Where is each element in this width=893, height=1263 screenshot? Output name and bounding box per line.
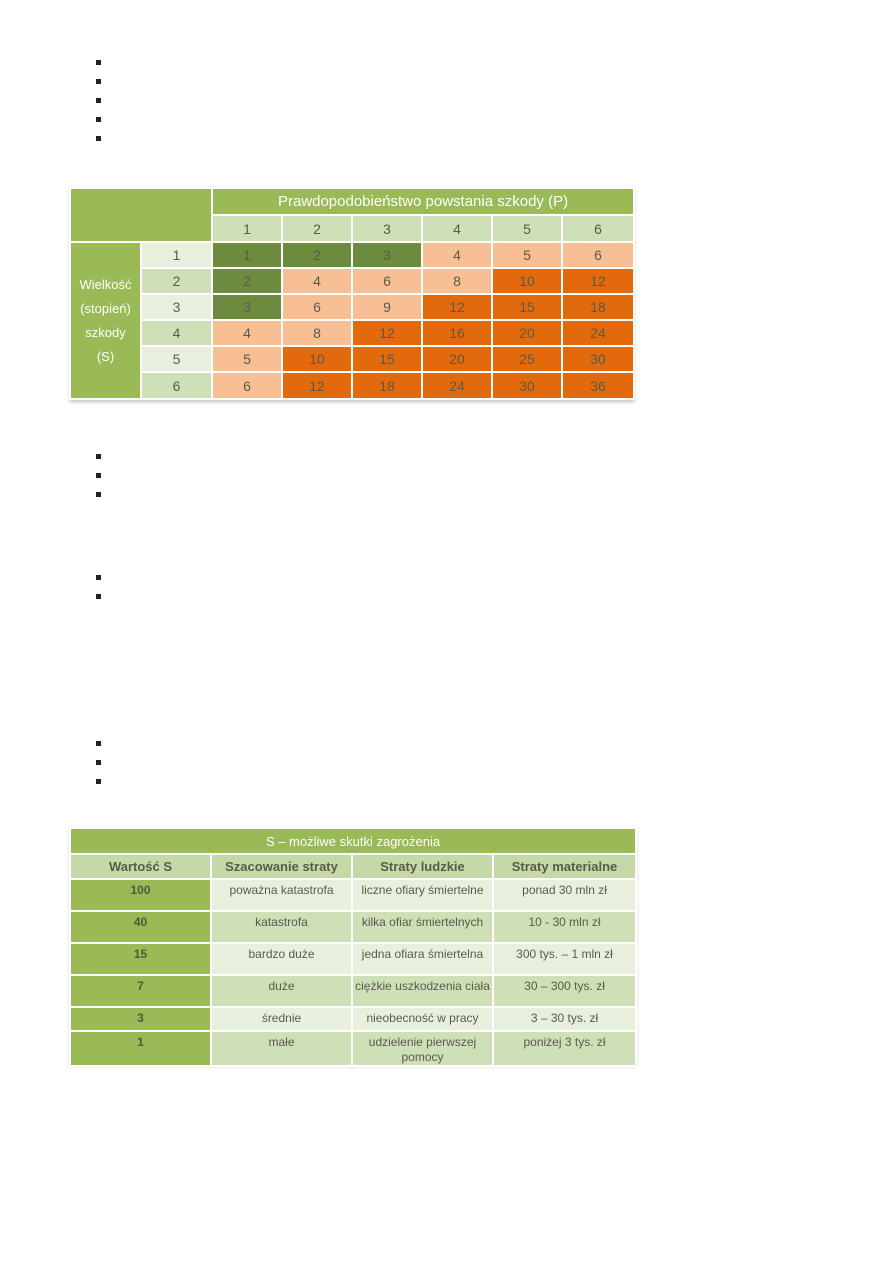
table-row	[70, 1007, 636, 1031]
table-cell: ciężkie uszkodzenia ciała	[352, 975, 493, 1007]
table-cell: 7	[70, 975, 211, 1007]
matrix-corner	[70, 188, 212, 242]
column-header: Straty ludzkie	[352, 854, 493, 879]
table-cell: średnie	[211, 1007, 352, 1031]
risk-matrix	[69, 187, 633, 400]
matrix-cell: 24	[562, 320, 634, 346]
bullet-marker	[96, 454, 101, 459]
matrix-cell: 8	[282, 320, 352, 346]
table-cell: nieobecność w pracy	[352, 1007, 493, 1031]
matrix-cell: 12	[562, 268, 634, 294]
table-cell: poważna katastrofa	[211, 879, 352, 911]
table-row	[70, 975, 636, 1007]
table-cell: 30 – 300 tys. zł	[493, 975, 636, 1007]
matrix-cell: 15	[492, 294, 562, 320]
matrix-col-label: 3	[352, 215, 422, 242]
matrix-row-label: 3	[141, 294, 212, 320]
bullet-marker	[96, 594, 101, 599]
table-cell: ponad 30 mln zł	[493, 879, 636, 911]
table-cell: 3 – 30 tys. zł	[493, 1007, 636, 1031]
table-cell: 10 - 30 mln zł	[493, 911, 636, 943]
table-cell: katastrofa	[211, 911, 352, 943]
bullet-marker	[96, 60, 101, 65]
matrix-col-label: 1	[212, 215, 282, 242]
matrix-cell: 10	[282, 346, 352, 372]
consequences-table	[69, 827, 635, 1064]
matrix-cell: 12	[282, 372, 352, 399]
matrix-cell: 4	[422, 242, 492, 268]
matrix-cell: 1	[212, 242, 282, 268]
bullet-marker	[96, 575, 101, 580]
table-cell: poniżej 3 tys. zł	[493, 1031, 636, 1066]
table-cell: 300 tys. – 1 mln zł	[493, 943, 636, 975]
column-header: Szacowanie straty	[211, 854, 352, 879]
table-row	[70, 879, 636, 911]
matrix-cell: 4	[212, 320, 282, 346]
matrix-cell: 18	[352, 372, 422, 399]
matrix-cell: 25	[492, 346, 562, 372]
bullet-marker	[96, 98, 101, 103]
matrix-side-label	[70, 242, 141, 399]
table-cell: 40	[70, 911, 211, 943]
matrix-col-label: 5	[492, 215, 562, 242]
table-cell: udzielenie pierwszej pomocy	[352, 1031, 493, 1066]
bullet-marker	[96, 117, 101, 122]
matrix-cell: 9	[352, 294, 422, 320]
matrix-cell: 6	[562, 242, 634, 268]
table-cell: 1	[70, 1031, 211, 1066]
consequences-title: S – możliwe skutki zagrożenia	[70, 828, 636, 854]
matrix-row-label: 2	[141, 268, 212, 294]
matrix-cell: 10	[492, 268, 562, 294]
matrix-row-label: 6	[141, 372, 212, 399]
side-label-line: (stopień)	[80, 300, 131, 316]
bullet-marker	[96, 741, 101, 746]
matrix-cell: 6	[282, 294, 352, 320]
table-cell: 3	[70, 1007, 211, 1031]
matrix-cell: 2	[212, 268, 282, 294]
matrix-cell: 36	[562, 372, 634, 399]
table-row	[70, 1031, 636, 1066]
matrix-header: Prawdopodobieństwo powstania szkody (P)	[212, 188, 634, 215]
table-cell: 15	[70, 943, 211, 975]
table-cell: jedna ofiara śmiertelna	[352, 943, 493, 975]
table-row	[70, 943, 636, 975]
column-header: Straty materialne	[493, 854, 636, 879]
matrix-cell: 5	[492, 242, 562, 268]
matrix-row-label: 5	[141, 346, 212, 372]
table-cell: 100	[70, 879, 211, 911]
matrix-row-label: 1	[141, 242, 212, 268]
matrix-cell: 3	[212, 294, 282, 320]
bullet-marker	[96, 779, 101, 784]
matrix-cell: 2	[282, 242, 352, 268]
table-row	[70, 911, 636, 943]
side-label-line: szkody	[85, 324, 126, 340]
matrix-col-label: 4	[422, 215, 492, 242]
matrix-cell: 3	[352, 242, 422, 268]
table-cell: małe	[211, 1031, 352, 1066]
matrix-cell: 12	[352, 320, 422, 346]
side-label-line: (S)	[96, 348, 115, 364]
matrix-col-label: 2	[282, 215, 352, 242]
table-cell: kilka ofiar śmiertelnych	[352, 911, 493, 943]
bullet-marker	[96, 492, 101, 497]
table-cell: bardzo duże	[211, 943, 352, 975]
matrix-cell: 24	[422, 372, 492, 399]
matrix-cell: 6	[352, 268, 422, 294]
matrix-cell: 4	[282, 268, 352, 294]
bullet-marker	[96, 136, 101, 141]
matrix-cell: 20	[492, 320, 562, 346]
matrix-cell: 30	[562, 346, 634, 372]
table-cell: duże	[211, 975, 352, 1007]
matrix-cell: 15	[352, 346, 422, 372]
matrix-cell: 8	[422, 268, 492, 294]
matrix-row-label: 4	[141, 320, 212, 346]
matrix-cell: 30	[492, 372, 562, 399]
matrix-cell: 16	[422, 320, 492, 346]
matrix-cell: 5	[212, 346, 282, 372]
matrix-cell: 12	[422, 294, 492, 320]
matrix-cell: 18	[562, 294, 634, 320]
matrix-cell: 6	[212, 372, 282, 399]
bullet-marker	[96, 473, 101, 478]
bullet-marker	[96, 760, 101, 765]
table-cell: liczne ofiary śmiertelne	[352, 879, 493, 911]
matrix-cell: 20	[422, 346, 492, 372]
matrix-col-label: 6	[562, 215, 634, 242]
bullet-marker	[96, 79, 101, 84]
side-label-line: Wielkość	[79, 276, 132, 292]
column-header: Wartość S	[70, 854, 211, 879]
